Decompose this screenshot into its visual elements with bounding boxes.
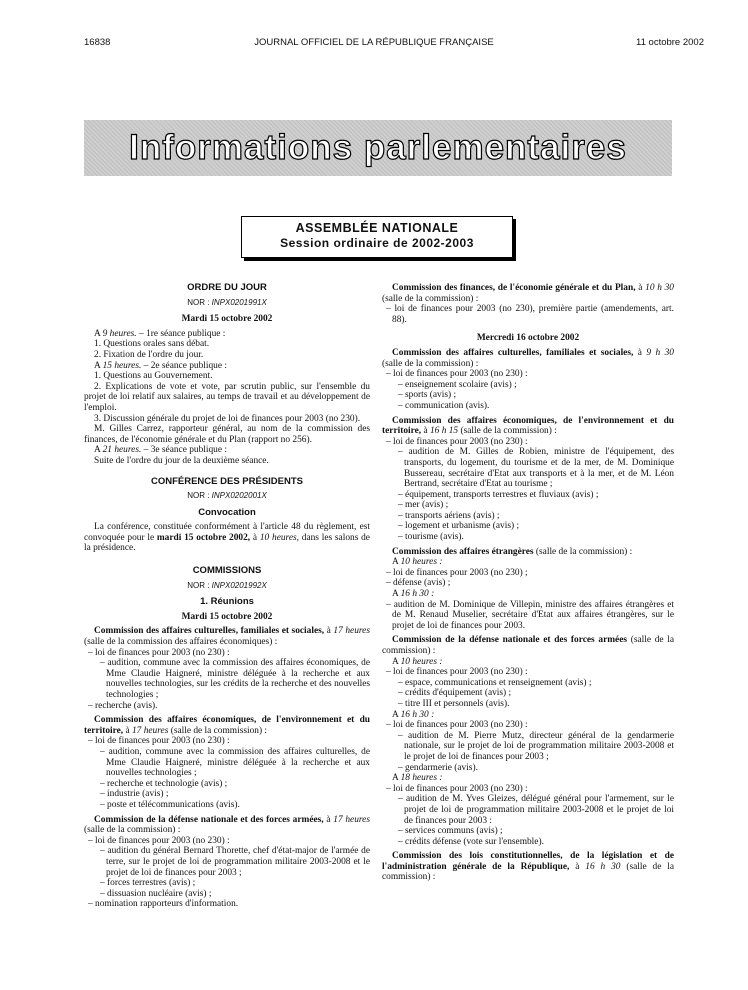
list-item: – loi de finances pour 2003 (no 230) ;: [386, 567, 528, 578]
time-slot: A 16 h 30 :: [392, 589, 435, 600]
list-item: – dissuasion nucléaire (avis) ;: [100, 888, 212, 899]
commission-title: Commission des affaires économiques, de l'environnement et du territoire, à 16 h 15 (salle de la commission) :: [382, 415, 674, 437]
list-item: – audition de M. Dominique de Villepin, ministre des affaires étrangères et de M. Renaud Muselier, secrétaire d'Etat aux affaires étrangères, sur le projet de loi de finances pour 2003.: [386, 599, 674, 631]
list-item: – crédits défense (vote sur l'ensemble).: [398, 836, 544, 847]
commission-title: Commission des lois constitutionnelles, de la législation et de l'administration générale de la République, à 16 h 30 (salle de la commission) :: [382, 851, 675, 883]
session-title: Session ordinaire de 2002-2003: [280, 235, 474, 250]
time-slot: A 18 heures :: [392, 773, 443, 784]
list-item: – loi de finances pour 2003 (no 230), première partie (amendements, art. 88).: [386, 304, 674, 325]
list-item: M. Gilles Carrez, rapporteur général, au nom de la commission des finances, de l'économie générale et du Plan (rapport no 256).: [84, 424, 370, 445]
assembly-title: ASSEMBLÉE NATIONALE: [295, 221, 459, 235]
list-item: – audition, commune avec la commission des affaires culturelles, de Mme Claudie Haigneré, ministre déléguée à la recherche et aux nouvelles technologies ;: [100, 746, 370, 779]
list-item: – sports (avis) ;: [398, 390, 457, 401]
list-item: – défense (avis) ;: [386, 578, 451, 589]
commissions-heading: COMMISSIONS: [192, 565, 262, 577]
list-item: – loi de finances pour 2003 (no 230) :: [88, 835, 230, 846]
time-slot: A 10 heures :: [392, 557, 443, 568]
list-item: – loi de finances pour 2003 (no 230) :: [386, 783, 528, 794]
list-item: – titre III et personnels (avis).: [398, 698, 510, 709]
conference-text: La conférence, constituée conformément à l'article 48 du règlement, est convoquée pour le mardi 15 octobre 2002, à 10 heures, dans les salons de la présidence.: [84, 522, 370, 554]
seance-1: A 9 heures. – 1re séance publique :: [94, 328, 226, 339]
reunions-date: Mardi 15 octobre 2002: [181, 611, 273, 622]
list-item: – crédits d'équipement (avis) ;: [398, 688, 512, 699]
right-column: [382, 283, 674, 883]
list-item: – loi de finances pour 2003 (no 230) :: [88, 736, 230, 747]
date-heading: Mercredi 16 octobre 2002: [476, 333, 580, 344]
list-item: – industrie (avis) ;: [100, 789, 169, 800]
issue-date: 11 octobre 2002: [636, 37, 704, 48]
commission-title: Commission des affaires étrangères (salle de la commission) :: [392, 546, 633, 557]
list-item: – enseignement scolaire (avis) ;: [398, 379, 517, 390]
list-item: 3. Discussion générale du projet de loi de finances pour 2003 (no 230).: [94, 413, 361, 424]
list-item: – logement et urbanisme (avis) ;: [398, 521, 520, 532]
commissions-nor: NOR : INPX0201992X: [187, 580, 267, 590]
list-item: 1. Questions au Gouvernement.: [94, 371, 213, 382]
reunions-heading: 1. Réunions: [200, 596, 254, 608]
page-number: 16838: [84, 37, 111, 48]
conference-nor: NOR : INPX0202001X: [187, 491, 267, 501]
list-item: – poste et télécommunications (avis).: [100, 799, 240, 810]
list-item: – audition de M. Gilles de Robien, ministre de l'équipement, des transports, du logement, du tourisme et de la mer, de M. Dominique Bussereau, secrétaire d'Etat aux transports et à la mer, et de M. Léon Bertrand, secrétaire d'Etat au tourisme ;: [398, 447, 674, 490]
page-header: [0, 38, 748, 52]
seance-3: A 21 heures. – 3e séance publique :: [94, 445, 227, 456]
list-item: – recherche et technologie (avis) ;: [100, 778, 228, 789]
list-item: – audition de M. Pierre Mutz, directeur général de la gendarmerie nationale, sur le projet de loi de programmation militaire 2003-2008 et le projet de loi de finances pour 2003 ;: [398, 730, 674, 762]
seance-2: A 15 heures. – 2e séance publique :: [94, 360, 227, 371]
list-item: – loi de finances pour 2003 (no 230) :: [386, 369, 528, 380]
left-column: [84, 283, 370, 910]
list-item: Suite de l'ordre du jour de la deuxième séance.: [94, 455, 269, 466]
list-item: – nomination rapporteurs d'information.: [88, 899, 239, 910]
list-item: – loi de finances pour 2003 (no 230) :: [386, 720, 528, 731]
list-item: – gendarmerie (avis).: [398, 762, 478, 773]
list-item: 2. Explications de vote et vote, par scrutin public, sur l'ensemble du projet de loi relatif aux salaires, au temps de travail et au développement de l'emploi.: [84, 381, 370, 413]
commission-title: Commission de la défense nationale et des forces armées, à 17 heures (salle de la commission) :: [84, 814, 370, 836]
list-item: – loi de finances pour 2003 (no 230) :: [88, 647, 230, 658]
list-item: – équipement, transports terrestres et fluviaux (avis) ;: [398, 489, 599, 500]
list-item: – espace, communications et renseignement (avis) ;: [398, 677, 592, 688]
ordre-nor: NOR : INPX0201991X: [187, 297, 267, 307]
list-item: – mer (avis) ;: [398, 500, 449, 511]
commission-title: Commission des finances, de l'économie générale et du Plan, à 10 h 30 (salle de la commission) :: [382, 283, 674, 304]
ordre-heading: ORDRE DU JOUR: [187, 282, 267, 293]
list-item: – tourisme (avis).: [398, 532, 464, 543]
list-item: 2. Fixation de l'ordre du jour.: [94, 349, 204, 360]
commission-title: Commission des affaires économiques, de l'environnement et du territoire, à 17 heures (salle de la commission) :: [84, 715, 370, 736]
list-item: – audition, commune avec la commission des affaires économiques, de Mme Claudie Haigneré, ministre déléguée à la recherche et aux nouvelles technologies, sur les crédits de la recherche et des nouvelles technologies ;: [100, 658, 370, 700]
list-item: – forces terrestres (avis) ;: [100, 878, 196, 889]
list-item: – communication (avis).: [398, 400, 490, 411]
time-slot: A 16 h 30 :: [392, 709, 435, 720]
conference-subheading: Convocation: [198, 506, 256, 518]
time-slot: A 10 heures :: [392, 656, 443, 667]
list-item: – audition du général Bernard Thorette, chef d'état-major de l'armée de terre, sur le projet de loi de programmation militaire 2003-2008 et le projet de loi de finances pour 2003 ;: [100, 846, 370, 878]
list-item: – loi de finances pour 2003 (no 230) :: [386, 436, 528, 447]
commission-title: Commission de la défense nationale et des forces armées (salle de la commission) :: [382, 635, 674, 656]
banner-title: Informations parlementaires: [129, 127, 627, 167]
list-item: – audition de M. Yves Gleizes, délégué général pour l'armement, sur le projet de loi de programmation militaire 2003-2008 et le projet de loi de finances pour 2003 :: [398, 794, 674, 826]
conference-heading: CONFÉRENCE DES PRÉSIDENTS: [150, 475, 304, 487]
list-item: – recherche (avis).: [88, 700, 158, 711]
assembly-box: [241, 216, 513, 258]
commission-title: Commission des affaires culturelles, familiales et sociales, à 9 h 30 (salle de la commission) :: [382, 347, 674, 369]
journal-title: JOURNAL OFFICIEL DE LA RÉPUBLIQUE FRANÇAISE: [254, 37, 494, 48]
list-item: – services communs (avis) ;: [398, 826, 503, 837]
list-item: – loi de finances pour 2003 (no 230) :: [386, 667, 528, 678]
section-banner: [84, 120, 672, 176]
list-item: – transports aériens (avis) ;: [398, 510, 500, 521]
ordre-date: Mardi 15 octobre 2002: [181, 314, 273, 325]
list-item: 1. Questions orales sans débat.: [94, 339, 210, 350]
commission-title: Commission des affaires culturelles, familiales et sociales, à 17 heures (salle de la commission des affaires économiques) :: [84, 626, 370, 648]
